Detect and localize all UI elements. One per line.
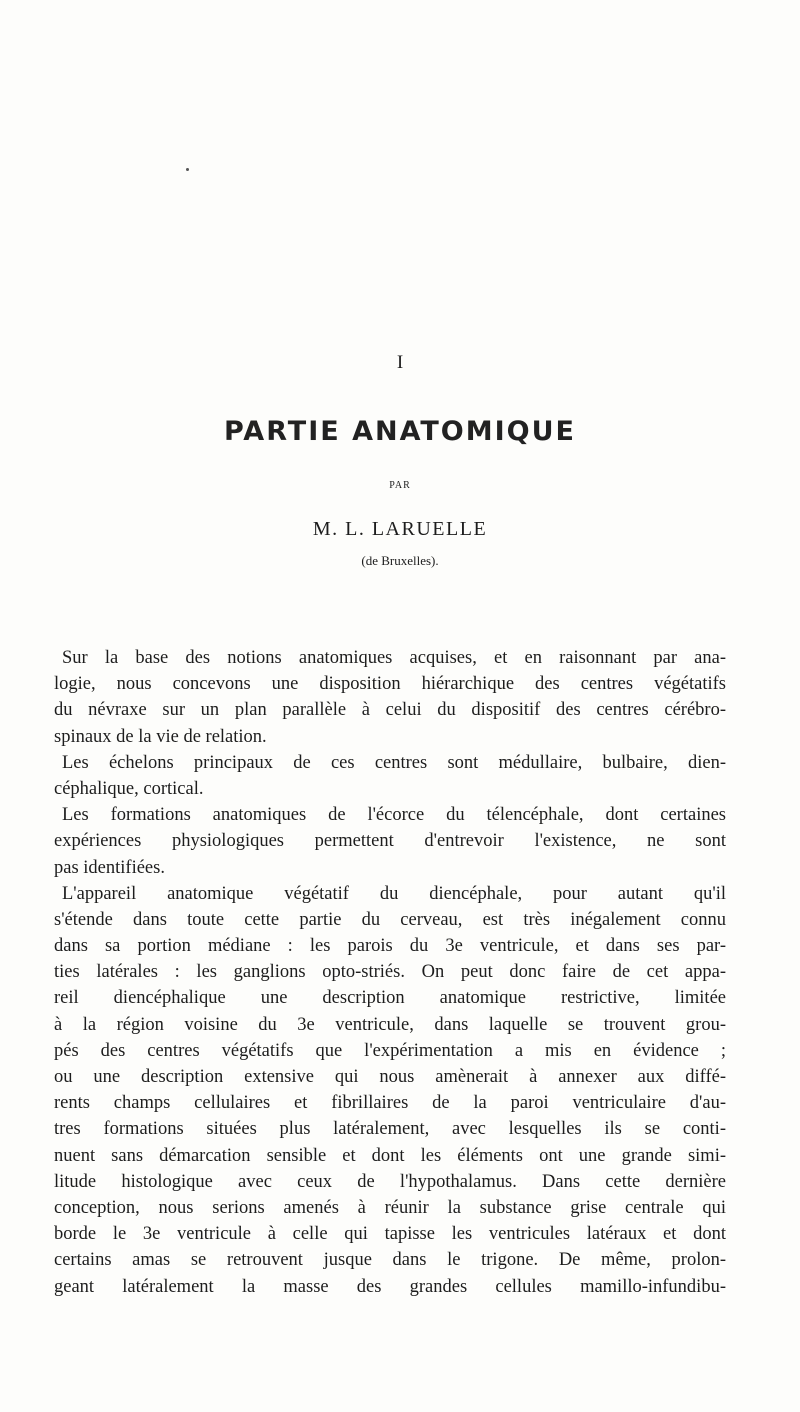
paragraph <box>54 802 726 881</box>
text-line: reil diencéphalique une description anatomique restrictive, limitée <box>54 988 726 1009</box>
text-line: nuent sans démarcation sensible et dont les éléments ont une grande simi- <box>54 1145 726 1166</box>
text-line: dans sa portion médiane : les parois du 3e ventricule, et dans ses par- <box>54 936 726 957</box>
text-line: borde le 3e ventricule à celle qui tapisse les ventricules latéraux et dont <box>54 1224 726 1245</box>
text-line: ties latérales : les ganglions opto-striés. On peut donc faire de cet appa- <box>54 962 726 983</box>
text-line: tres formations situées plus latéralement, avec lesquelles ils se conti- <box>54 1119 726 1140</box>
page-speck <box>186 168 189 171</box>
text-line: pas identifiées. <box>54 857 165 878</box>
text-line: s'étende dans toute cette partie du cerveau, est très inégalement connu <box>54 909 726 930</box>
text-line: L'appareil anatomique végétatif du diencéphale, pour autant qu'il <box>62 883 726 904</box>
text-line: du névraxe sur un plan parallèle à celui du dispositif des centres cérébro- <box>54 700 726 721</box>
text-line: Sur la base des notions anatomiques acquises, et en raisonnant par ana- <box>62 648 726 668</box>
text-line: expériences physiologiques permettent d'entrevoir l'existence, ne sont <box>54 831 726 852</box>
paragraph <box>54 750 726 802</box>
text-line: ou une description extensive qui nous amènerait à annexer aux diffé- <box>54 1067 726 1087</box>
author-affiliation: (de Bruxelles). <box>361 553 439 568</box>
text-line: certains amas se retrouvent jusque dans le trigone. De même, prolon- <box>54 1250 726 1271</box>
text-line: à la région voisine du 3e ventricule, dans laquelle se trouvent grou- <box>54 1014 726 1035</box>
part-title: PARTIE ANATOMIQUE <box>224 416 576 447</box>
paragraph <box>54 881 726 1300</box>
author-name: M. L. LARUELLE <box>312 518 488 540</box>
text-line: spinaux de la vie de relation. <box>54 726 267 747</box>
text-line: céphalique, cortical. <box>54 778 204 799</box>
by-label: PAR <box>389 480 411 491</box>
chapter-numeral: I <box>396 352 404 373</box>
text-line: conception, nous serions amenés à réunir la substance grise centrale qui <box>54 1197 726 1218</box>
text-line: Les échelons principaux de ces centres sont médullaire, bulbaire, dien- <box>62 752 726 773</box>
text-line: logie, nous concevons une disposition hiérarchique des centres végétatifs <box>54 674 726 695</box>
paragraph <box>54 645 726 750</box>
text-line: pés des centres végétatifs que l'expérimentation a mis en évidence ; <box>54 1040 726 1061</box>
text-line: Les formations anatomiques de l'écorce du télencéphale, dont certaines <box>62 805 726 826</box>
body-text <box>54 645 726 1300</box>
text-line: litude histologique avec ceux de l'hypothalamus. Dans cette dernière <box>54 1171 726 1192</box>
text-line: geant latéralement la masse des grandes cellules mamillo-infundibu- <box>54 1276 726 1297</box>
text-line: rents champs cellulaires et fibrillaires de la paroi ventriculaire d'au- <box>54 1093 726 1114</box>
